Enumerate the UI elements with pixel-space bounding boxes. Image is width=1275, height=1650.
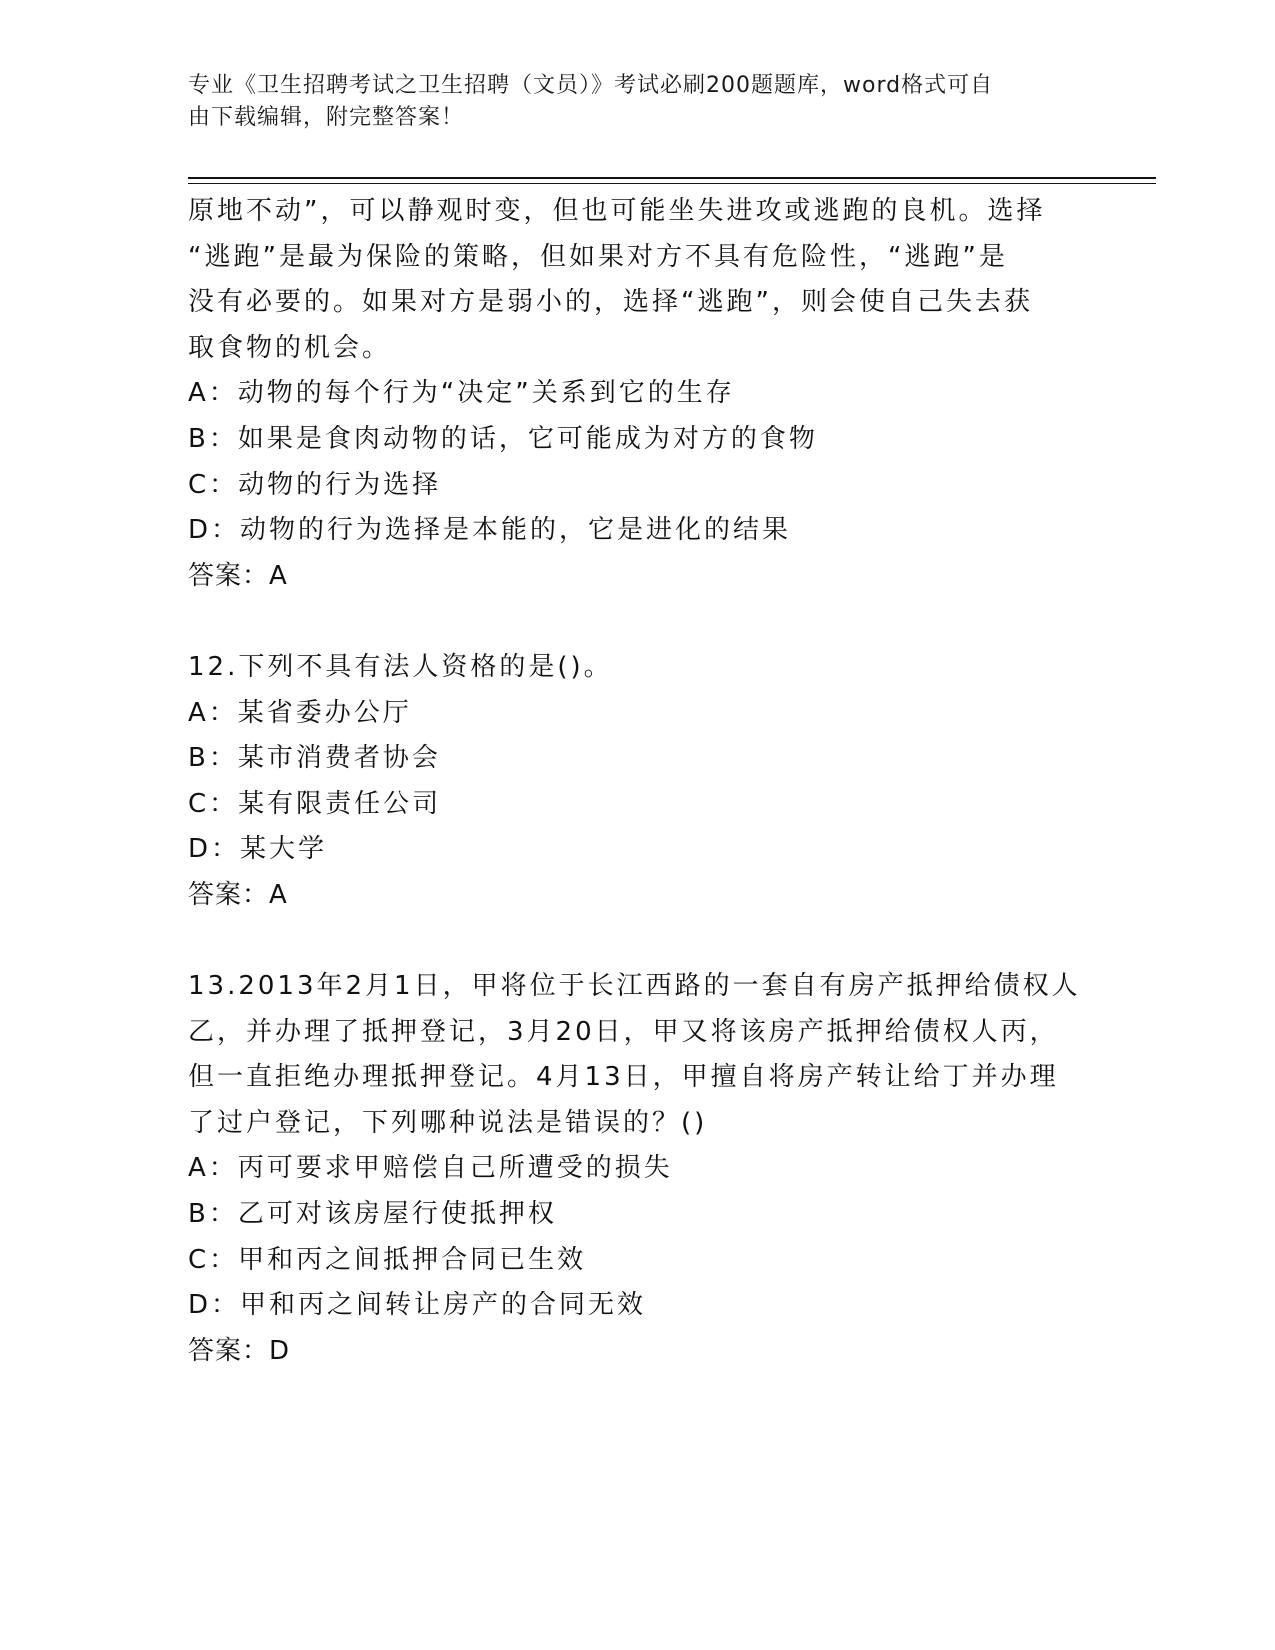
option-c: C：某有限责任公司 [188,788,442,819]
document-body [188,189,1088,1374]
answer: 答案：D [188,1335,291,1366]
question-text-line: 但一直拒绝办理抵押登记。4月13日，甲擅自将房产转让给丁并办理 [188,1062,1059,1093]
header-line-2: 由下载编辑，附完整答案！ [188,105,465,130]
question-11-continuation [188,189,1088,599]
question-text-line: 13.2013年2月1日，甲将位于长江西路的一套自有房产抵押给债权人 [188,971,1081,1002]
question-stem: 12.下列不具有法人资格的是()。 [188,651,613,682]
option-a: A：动物的每个行为“决定”关系到它的生存 [188,378,735,409]
question-text-line: 原地不动”，可以静观时变，但也可能坐失进攻或逃跑的良机。选择 [188,196,1046,226]
question-12 [188,645,1088,919]
option-d: D：动物的行为选择是本能的，它是进化的结果 [188,515,792,546]
option-b: B：如果是食肉动物的话，它可能成为对方的食物 [188,423,818,454]
question-text-line: “逃跑”是最为保险的策略，但如果对方不具有危险性，“逃跑”是 [188,241,1008,272]
header-line-1: 专业《卫生招聘考试之卫生招聘（文员）》考试必刷200题题库，word格式可自 [188,73,994,98]
question-text-line: 没有必要的。如果对方是弱小的，选择“逃跑”，则会使自己失去获 [188,287,1033,318]
question-text-line: 乙，并办理了抵押登记，3月20日，甲又将该房产抵押给债权人丙， [188,1016,1059,1047]
option-a: A：丙可要求甲赔偿自己所遭受的损失 [188,1153,673,1184]
answer: 答案：A [188,879,288,910]
option-d: D：某大学 [188,834,328,865]
header-rule-thick [188,177,1156,179]
question-13 [188,964,1088,1374]
question-text-line: 了过户登记，下列哪种说法是错误的？() [188,1107,708,1138]
option-d: D：甲和丙之间转让房产的合同无效 [188,1290,647,1321]
option-c: C：甲和丙之间抵押合同已生效 [188,1244,587,1275]
question-spacer [188,919,1088,965]
document-header [188,70,1068,134]
question-text-line: 取食物的机会。 [188,332,392,363]
option-c: C：动物的行为选择 [188,469,442,500]
header-rule-thin [188,183,1156,184]
option-b: B：某市消费者协会 [188,743,441,774]
option-b: B：乙可对该房屋行使抵押权 [188,1199,557,1230]
question-spacer [188,599,1088,645]
option-a: A：某省委办公厅 [188,697,412,728]
answer: 答案：A [188,560,288,591]
